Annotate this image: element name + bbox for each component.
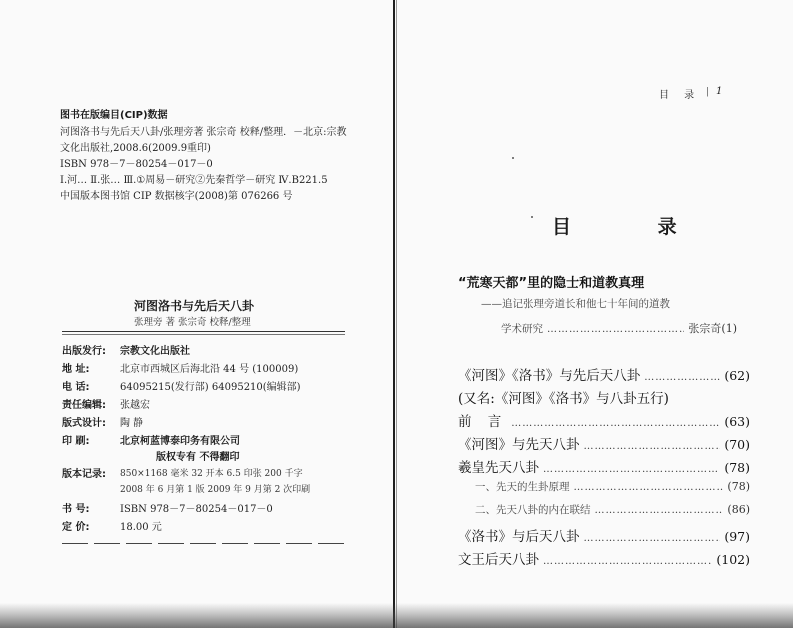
toc-entry-text: 一、先天的生卦原理 — [475, 481, 570, 493]
toc-leader — [543, 464, 720, 475]
page-gutter — [393, 0, 395, 628]
design-value: 陶 静 — [120, 418, 144, 429]
toc-entry-page: (78) — [724, 460, 750, 475]
scan-bottom-shadow — [0, 603, 793, 628]
toc-entry-page: (97) — [724, 529, 750, 544]
toc-entry-text: 文王后天八卦 — [458, 552, 539, 568]
running-head-separator: | — [706, 87, 710, 97]
publisher-value: 宗教文化出版社 — [120, 346, 190, 357]
toc-row[interactable] — [458, 548, 750, 568]
phone-label: 电 话: — [62, 382, 90, 393]
colophon-top-rule-thin — [62, 334, 345, 335]
toc-title: 目 录 — [552, 216, 717, 238]
isbn-value: ISBN 978－7－80254－017－0 — [120, 504, 273, 515]
copyright-notice: 版权专有 不得翻印 — [156, 452, 240, 463]
toc-entry-page: (102) — [716, 552, 750, 567]
toc-entry-page: (86) — [727, 503, 750, 516]
toc-row[interactable] — [458, 364, 750, 384]
toc-essay-text: 学术研究 — [501, 323, 543, 335]
cip-number: 中国版本图书馆 CIP 数据核字(2008)第 076266 号 — [60, 191, 293, 202]
toc-entry-text: 前 言 — [458, 414, 508, 430]
toc-entry-alias: (又名:《河图》《洛书》与八卦五行) — [458, 391, 669, 407]
toc-essay-subtitle: ——追记张理旁道长和他七十年间的道教 — [481, 298, 670, 310]
toc-row[interactable] — [458, 525, 750, 545]
book-subtitle: 张理旁 著 张宗奇 校释/整理 — [134, 317, 251, 328]
toc-leader — [547, 324, 684, 335]
scan-speck — [531, 216, 533, 218]
toc-row[interactable] — [458, 456, 750, 476]
edition-line-2: 2008 年 6 月第 1 版 2009 年 9 月第 2 次印刷 — [120, 485, 311, 495]
toc-leader — [543, 556, 712, 567]
design-label: 版式设计: — [62, 418, 106, 429]
toc-entry-text: 二、先天八卦的内在联结 — [475, 504, 591, 516]
address-label: 地 址: — [62, 364, 90, 375]
printer-label: 印 刷: — [62, 436, 90, 447]
toc-leader — [584, 441, 721, 452]
edition-line-1: 850×1168 毫米 32 开本 6.5 印张 200 千字 — [120, 469, 303, 479]
edition-label: 版本记录: — [62, 469, 106, 480]
price-value: 18.00 元 — [120, 522, 162, 533]
toc-essay-entry[interactable] — [501, 320, 737, 336]
toc-entry-text: 《河图》与先天八卦 — [458, 437, 580, 453]
colophon-bottom-rule — [62, 543, 345, 544]
cip-isbn: ISBN 978－7－80254－017－0 — [60, 159, 213, 170]
phone-value: 64095215(发行部) 64095210(编辑部) — [120, 382, 301, 393]
running-head: 目 录 — [659, 90, 701, 101]
toc-entry-page: (63) — [724, 414, 750, 429]
toc-row[interactable] — [458, 410, 750, 430]
printer-value: 北京柯蓝博泰印务有限公司 — [120, 436, 240, 447]
cip-heading: 图书在版编目(CIP)数据 — [60, 110, 168, 121]
toc-row[interactable] — [458, 433, 750, 453]
toc-entry-page: (70) — [724, 437, 750, 452]
cip-line-1: 河图洛书与先后天八卦/张理旁著 张宗奇 校释/整理．－北京:宗教 — [60, 127, 347, 138]
publisher-label: 出版发行: — [62, 346, 106, 357]
toc-leader — [644, 372, 720, 383]
toc-leader — [595, 505, 724, 516]
toc-entry-page: (78) — [727, 480, 750, 493]
toc-leader — [511, 418, 720, 429]
cip-classification: Ⅰ.河… Ⅱ.张… Ⅲ.①周易－研究②先秦哲学－研究 Ⅳ.B221.5 — [60, 175, 328, 186]
colophon-top-rule — [62, 331, 345, 332]
address-value: 北京市西城区后海北沿 44 号 (100009) — [120, 364, 299, 375]
toc-entry-text: 《河图》《洛书》与先后天八卦 — [458, 368, 641, 384]
toc-essay-author-page: 张宗奇(1) — [688, 322, 737, 335]
page-gutter-shadow — [396, 0, 397, 628]
toc-row[interactable] — [475, 502, 750, 517]
toc-entry-text: 羲皇先天八卦 — [458, 460, 539, 476]
toc-entry-text: 《洛书》与后天八卦 — [458, 529, 580, 545]
cip-line-2: 文化出版社,2008.6(2009.9重印) — [60, 143, 211, 154]
toc-leader — [584, 533, 721, 544]
isbn-label: 书 号: — [62, 504, 90, 515]
toc-leader — [574, 482, 724, 493]
toc-entry-page: (62) — [724, 368, 750, 383]
price-label: 定 价: — [62, 522, 90, 533]
editor-value: 张越宏 — [120, 400, 150, 411]
toc-essay-title[interactable]: “荒寒天都”里的隐士和道教真理 — [458, 276, 645, 291]
editor-label: 责任编辑: — [62, 400, 106, 411]
page-number: 1 — [716, 86, 729, 97]
book-title: 河图洛书与先后天八卦 — [134, 299, 255, 313]
toc-row[interactable] — [475, 479, 750, 494]
scan-speck — [512, 157, 514, 159]
